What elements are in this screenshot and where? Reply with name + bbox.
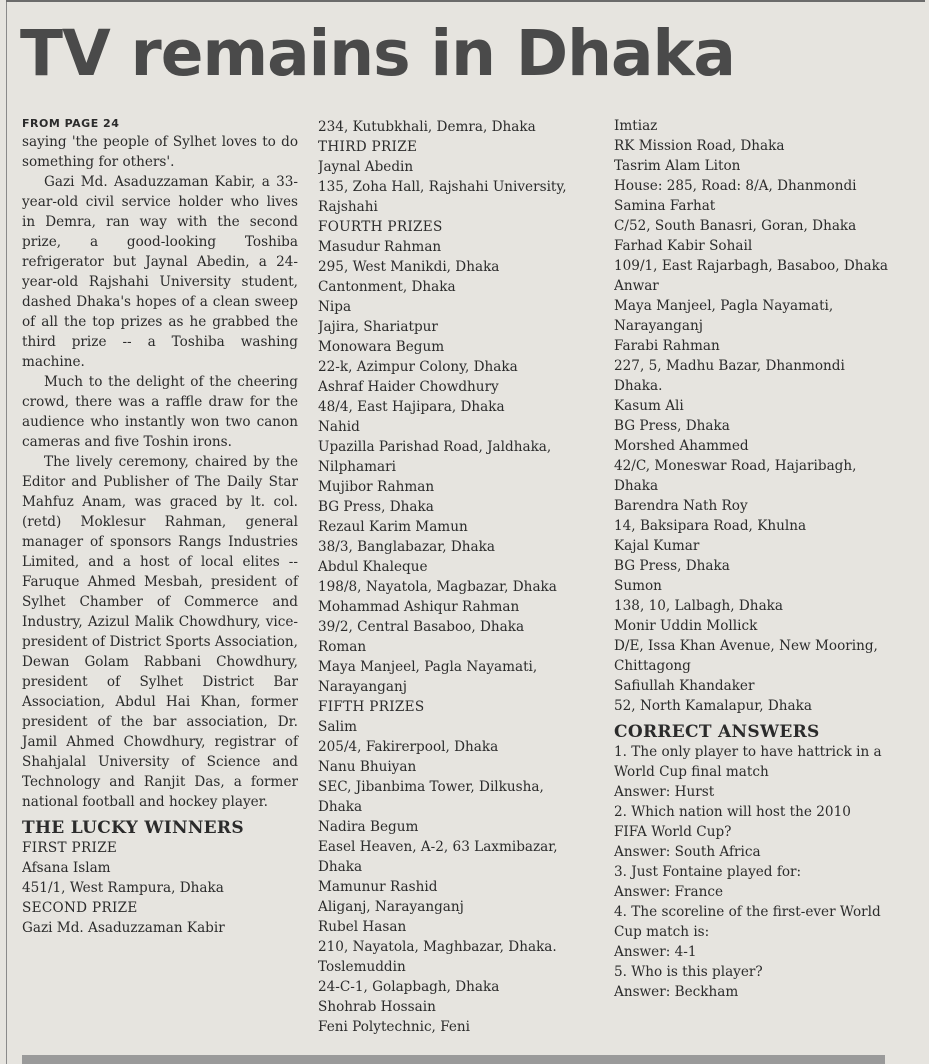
winner-address: Aliganj, Narayanganj <box>318 899 464 915</box>
second-prize-label: SECOND PRIZE <box>22 900 138 916</box>
quiz-answer: Answer: South Africa <box>614 844 761 860</box>
quiz-question: 1. The only player to have hattrick in a World Cup final match <box>614 744 882 780</box>
winner-address: BG Press, Dhaka <box>614 558 730 574</box>
winner-address: 48/4, East Hajipara, Dhaka <box>318 399 505 415</box>
fifth-prizes-list <box>318 717 592 1037</box>
winner-address: House: 285, Road: 8/A, Dhanmondi <box>614 178 857 194</box>
winner-name: Sumon <box>614 578 662 594</box>
winner-name: Samina Farhat <box>614 198 716 214</box>
winner-name: Morshed Ahammed <box>614 438 749 454</box>
fourth-prizes-label: FOURTH PRIZES <box>318 219 443 235</box>
answers-list <box>614 742 888 1002</box>
answers-heading: CORRECT ANSWERS <box>614 722 820 742</box>
quiz-answer: Answer: Beckham <box>614 984 739 1000</box>
first-prize-winner-address: 451/1, West Rampura, Dhaka <box>22 880 224 896</box>
fifth-prizes-label: FIFTH PRIZES <box>318 699 425 715</box>
winner-name: Imtiaz <box>614 118 658 134</box>
winners-column-2 <box>318 117 592 1037</box>
story-paragraph: Much to the delight of the cheering crowd, there was a raffle draw for the audience who instantly won two canon cameras and five Toshin irons. <box>22 374 298 450</box>
winner-address: 205/4, Fakirerpool, Dhaka <box>318 739 499 755</box>
winner-name: Nanu Bhuiyan <box>318 759 417 775</box>
winner-name: Mujibor Rahman <box>318 479 435 495</box>
winner-name: Masudur Rahman <box>318 239 442 255</box>
story-paragraph: The lively ceremony, chaired by the Editor and Publisher of The Daily Star Mahfuz Anam, was graced by lt. col. (retd) Moklesur Rahman, general manager of sponsors Rangs Industries Limited, and a host of local elites -- Faruque Ahmed Mesbah, president of Sylhet Chamber of Commerce and Industry, Azizul Malik Chowdhury, vice-president of District Sports Association, Dewan Golam Rabbani Chowdhury, president of Sylhet District Bar Association, Abdul Hai Khan, former president of the bar association, Dr. Jamil Ahmed Chowdhury, registrar of Shahjalal University of Science and Technology and Ranjit Das, a former national football and hockey player. <box>22 454 298 810</box>
winner-name: Abdul Khaleque <box>318 559 428 575</box>
winner-name: Shohrab Hossain <box>318 999 436 1015</box>
winner-address: C/52, South Banasri, Goran, Dhaka <box>614 218 857 234</box>
winner-name: Nadira Begum <box>318 819 419 835</box>
winner-address: 14, Baksipara Road, Khulna <box>614 518 807 534</box>
winner-address: 295, West Manikdi, Dhaka Cantonment, Dhaka <box>318 259 500 295</box>
winner-address: Upazilla Parishad Road, Jaldhaka, Nilphamari <box>318 439 552 475</box>
winner-address: Maya Manjeel, Pagla Nayamati, Narayanganj <box>318 659 538 695</box>
winner-name: Kajal Kumar <box>614 538 700 554</box>
winner-name: Roman <box>318 639 367 655</box>
winner-name: Mamunur Rashid <box>318 879 438 895</box>
winner-name: Farhad Kabir Sohail <box>614 238 753 254</box>
winner-name: Farabi Rahman <box>614 338 720 354</box>
winner-address: Feni Polytechnic, Feni <box>318 1019 471 1035</box>
quiz-question: 2. Which nation will host the 2010 FIFA World Cup? <box>614 804 851 840</box>
first-prize-label: FIRST PRIZE <box>22 840 118 856</box>
winner-address: RK Mission Road, Dhaka <box>614 138 785 154</box>
winner-name: Rubel Hasan <box>318 919 407 935</box>
winner-address: SEC, Jibanbima Tower, Dilkusha, Dhaka <box>318 779 544 815</box>
quiz-question: 3. Just Fontaine played for: <box>614 864 802 880</box>
quiz-question: 5. Who is this player? <box>614 964 763 980</box>
winner-address: 22-k, Azimpur Colony, Dhaka <box>318 359 518 375</box>
quiz-answer: Answer: France <box>614 884 724 900</box>
quiz-answer: Answer: 4-1 <box>614 944 697 960</box>
winner-name: Monir Uddin Mollick <box>614 618 758 634</box>
story-column <box>22 116 298 938</box>
story-paragraph: Gazi Md. Asaduzzaman Kabir, a 33-year-old civil service holder who lives in Demra, ran way with the second prize, a good-looking Toshiba refrigerator but Jaynal Abedin, a 24-year-old Rajshahi University student, dashed Dhaka's hopes of a clean sweep of all the top prizes as he grabbed the third prize -- a Toshiba washing machine. <box>22 174 298 370</box>
winners-heading: THE LUCKY WINNERS <box>22 818 244 838</box>
winner-address: 52, North Kamalapur, Dhaka <box>614 698 812 714</box>
continuation-kicker: FROM PAGE 24 <box>22 117 120 130</box>
fourth-prizes-list <box>318 237 592 697</box>
winner-name: Mohammad Ashiqur Rahman <box>318 599 520 615</box>
third-prize-label: THIRD PRIZE <box>318 139 418 155</box>
winner-name: Nipa <box>318 299 352 315</box>
winner-name: Anwar <box>614 278 659 294</box>
story-paragraph: saying 'the people of Sylhet loves to do something for others'. <box>22 134 298 170</box>
winner-address: 198/8, Nayatola, Magbazar, Dhaka <box>318 579 557 595</box>
first-prize-winner-name: Afsana Islam <box>22 860 111 876</box>
winner-name: Barendra Nath Roy <box>614 498 748 514</box>
winner-address: 109/1, East Rajarbagh, Basaboo, Dhaka <box>614 258 888 274</box>
winner-name: Ashraf Haider Chowdhury <box>318 379 499 395</box>
winner-address: 138, 10, Lalbagh, Dhaka <box>614 598 784 614</box>
winner-address: BG Press, Dhaka <box>614 418 730 434</box>
winner-address: Maya Manjeel, Pagla Nayamati, Narayanganj <box>614 298 834 334</box>
second-prize-winner-name: Gazi Md. Asaduzzaman Kabir <box>22 920 225 936</box>
third-prize-winner-name: Jaynal Abedin <box>318 159 414 175</box>
fifth-prizes-list-continued <box>614 116 888 716</box>
third-prize-winner-address: 135, Zoha Hall, Rajshahi University, Rajshahi <box>318 179 567 215</box>
winner-address: D/E, Issa Khan Avenue, New Mooring, Chittagong <box>614 638 878 674</box>
second-prize-winner-address: 234, Kutubkhali, Demra, Dhaka <box>318 119 536 135</box>
headline: TV remains in Dhaka <box>20 17 735 90</box>
winner-address: Jajira, Shariatpur <box>318 319 438 335</box>
winner-name: Nahid <box>318 419 360 435</box>
winners-column-3 <box>614 116 888 1002</box>
winner-name: Kasum Ali <box>614 398 684 414</box>
winner-address: 38/3, Banglabazar, Dhaka <box>318 539 495 555</box>
quiz-question: 4. The scoreline of the first-ever World Cup match is: <box>614 904 881 940</box>
winner-address: 210, Nayatola, Maghbazar, Dhaka. <box>318 939 557 955</box>
winner-address: 227, 5, Madhu Bazar, Dhanmondi Dhaka. <box>614 358 845 394</box>
winner-name: Rezaul Karim Mamun <box>318 519 468 535</box>
top-rule <box>6 0 925 2</box>
winner-address: 42/C, Moneswar Road, Hajaribagh, Dhaka <box>614 458 857 494</box>
winner-address: 39/2, Central Basaboo, Dhaka <box>318 619 525 635</box>
winner-name: Safiullah Khandaker <box>614 678 755 694</box>
winner-name: Monowara Begum <box>318 339 445 355</box>
winner-address: Easel Heaven, A-2, 63 Laxmibazar, Dhaka <box>318 839 558 875</box>
quiz-answer: Answer: Hurst <box>614 784 715 800</box>
winner-name: Salim <box>318 719 358 735</box>
bottom-bar <box>22 1055 885 1064</box>
winner-address: BG Press, Dhaka <box>318 499 434 515</box>
winner-address: 24-C-1, Golapbagh, Dhaka <box>318 979 500 995</box>
winner-name: Tasrim Alam Liton <box>614 158 741 174</box>
winner-name: Toslemuddin <box>318 959 406 975</box>
